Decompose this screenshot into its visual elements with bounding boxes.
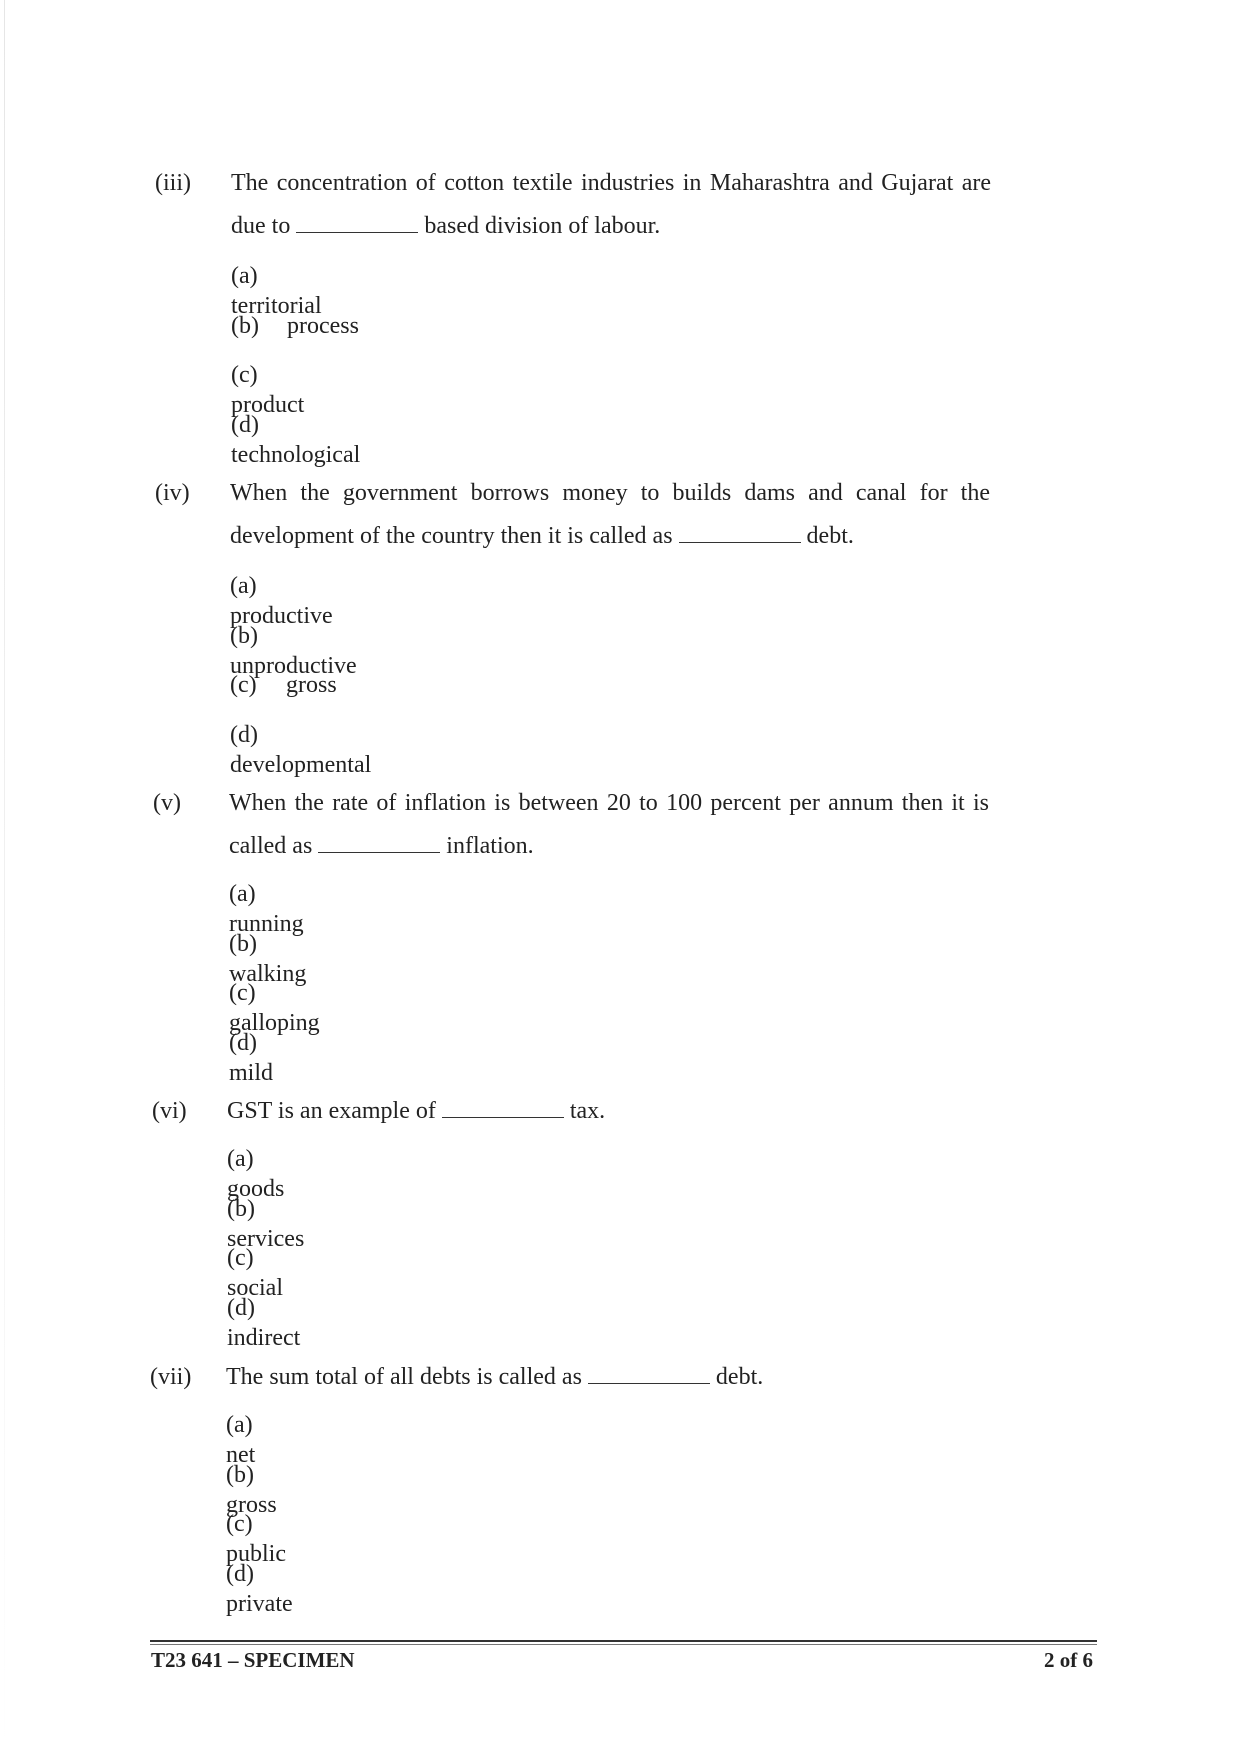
option-c: (c)public (226, 1511, 286, 1567)
option-d: (d)developmental (230, 721, 372, 778)
option-a: (a)productive (230, 573, 333, 629)
question-number: (vi) (152, 1098, 187, 1124)
option-b: (b)walking (229, 930, 307, 987)
option-d: (d)mild (229, 1029, 274, 1086)
options-list (231, 261, 361, 468)
question-text: When the government borrows money to builds dams and canal for the development of the country then it is called as debt. (230, 480, 990, 549)
question-number: (iii) (155, 170, 191, 196)
option-d: (d)indirect (227, 1294, 301, 1351)
answer-blank (442, 1093, 564, 1118)
question-number: (iv) (155, 480, 190, 506)
answer-blank (679, 518, 801, 543)
option-c: (c)galloping (229, 980, 320, 1036)
option-d: (d)private (226, 1560, 293, 1617)
question-text: The sum total of all debts is called as debt. (226, 1356, 986, 1399)
question-number: (v) (153, 790, 181, 816)
paper-code: T23 641 – SPECIMEN (151, 1648, 355, 1672)
option-b: (b)services (227, 1195, 305, 1252)
footer-divider-thin (150, 1644, 1097, 1645)
options-list (230, 571, 372, 778)
options-list (229, 879, 320, 1086)
page-number: 2 of 6 (1044, 1648, 1093, 1672)
option-a: (a)running (229, 881, 304, 937)
options-list (227, 1144, 305, 1351)
footer-divider (150, 1640, 1097, 1642)
question-number: (vii) (150, 1364, 192, 1390)
answer-blank (588, 1359, 710, 1384)
option-d: (d)technological (231, 411, 361, 468)
question-text: GST is an example of tax. (227, 1090, 987, 1133)
options-list (226, 1410, 293, 1617)
option-b: (b)unproductive (230, 622, 357, 679)
option-b: (b)gross (226, 1461, 277, 1518)
option-b: (b) process (231, 312, 359, 339)
option-a: (a)net (226, 1412, 256, 1468)
option-c: (c) gross (230, 672, 337, 698)
answer-blank (296, 208, 418, 233)
answer-blank (318, 828, 440, 853)
scan-edge (4, 0, 5, 1753)
option-a: (a)territorial (231, 263, 322, 319)
option-c: (c)product (231, 362, 305, 418)
option-c: (c)social (227, 1245, 283, 1301)
question-text: The concentration of cotton textile industries in Maharashtra and Gujarat are due to based division of labour. (231, 170, 991, 239)
question-text: When the rate of inflation is between 20 to 100 percent per annum then it is called as inflation. (229, 790, 989, 859)
option-a: (a)goods (227, 1146, 285, 1202)
